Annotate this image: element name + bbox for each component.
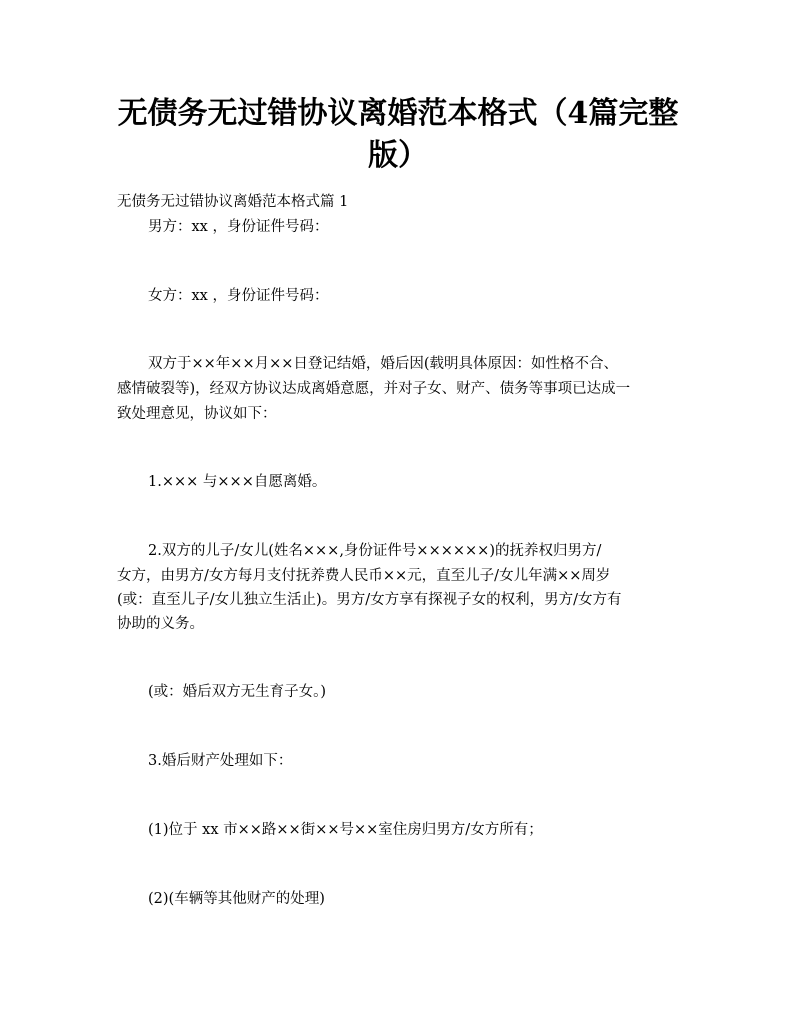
paragraph-1-line-3: 致处理意见，协议如下：: [117, 406, 277, 422]
document-title-line-2: 版）: [368, 138, 428, 173]
clause-2-line-1: 2.双方的儿子/女儿(姓名×××,身份证件号××××××)的抚养权归男方/: [148, 543, 602, 559]
section-heading: 无债务无过错协议离婚范本格式篇 1: [117, 194, 349, 210]
clause-3-item-1: (1)位于 xx 市××路××街××号××室住房归男方/女方所有；: [148, 822, 543, 838]
clause-2-line-2: 女方，由男方/女方每月支付抚养费人民币××元，直至儿子/女儿年满××周岁: [117, 568, 611, 584]
clause-1: 1.××× 与×××自愿离婚。: [148, 474, 327, 490]
paragraph-1-line-2: 感情破裂等)，经双方协议达成离婚意愿，并对子女、财产、债务等事项已达成一: [117, 381, 631, 397]
document-title-line-1: 无债务无过错协议离婚范本格式（4篇完整: [117, 96, 679, 131]
female-party-line: 女方：xx ，身份证件号码：: [148, 288, 329, 304]
clause-2-line-4: 协助的义务。: [117, 616, 204, 632]
clause-2-alternative: (或：婚后双方无生育子女。): [148, 684, 327, 700]
clause-3: 3.婚后财产处理如下：: [148, 753, 293, 769]
male-party-line: 男方：xx ，身份证件号码：: [148, 219, 329, 235]
clause-3-item-2: (2)(车辆等其他财产的处理): [148, 891, 325, 907]
clause-2-line-3: (或：直至儿子/女儿独立生活止)。男方/女方享有探视子女的权利，男方/女方有: [117, 592, 622, 608]
paragraph-1-line-1: 双方于××年××月××日登记结婚，婚后因(载明具体原因：如性格不合、: [148, 356, 619, 372]
